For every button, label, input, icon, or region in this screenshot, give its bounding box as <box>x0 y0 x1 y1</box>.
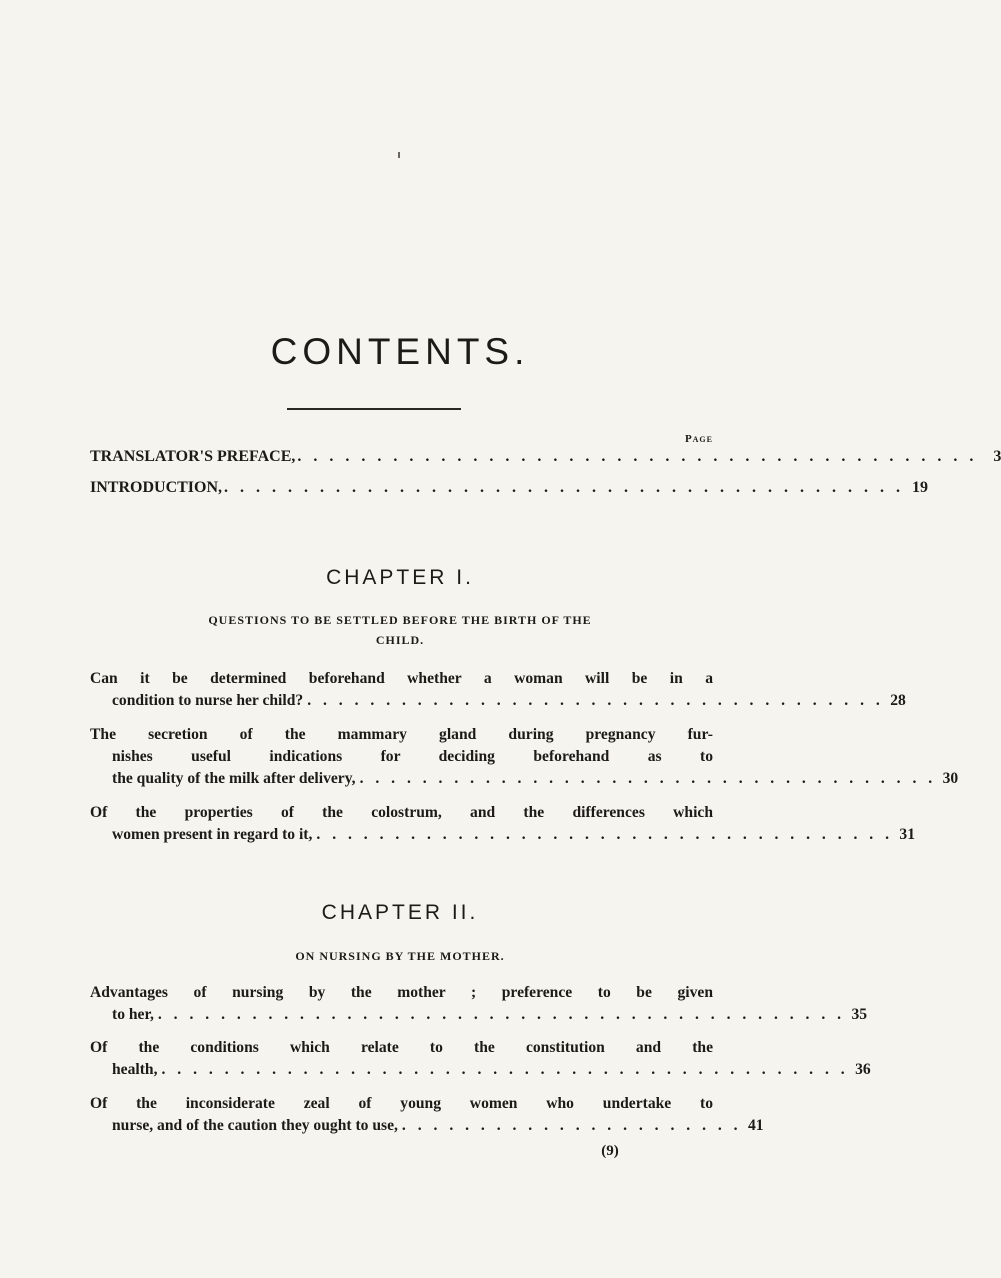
toc-item-text: Advantages of nursing by the mother ; preference to be given <box>90 984 713 1001</box>
toc-item-page: 31 <box>899 826 915 843</box>
toc-item-last-line <box>90 768 959 790</box>
page-folio: (9) <box>601 1143 619 1159</box>
dot-leader: . . . . . . . . . . . . . . . . . . . . . . . . . . . . . . . . . . . . . <box>316 826 893 843</box>
chapter-2-subtitle: ON NURSING BY THE MOTHER. <box>295 949 505 963</box>
chapter-1-heading: CHAPTER I. <box>326 566 474 589</box>
toc-item-text: health, <box>112 1061 158 1078</box>
chapter-1-subtitle-line: CHILD. <box>375 633 425 647</box>
toc-item-last-line <box>90 690 906 712</box>
toc-item-text: Of the inconsiderate zeal of young women who undertake to <box>90 1095 713 1112</box>
dot-leader: . . . . . . . . . . . . . . . . . . . . . . . . . . . . . . . . . . . . . . . . . . . . <box>157 1006 846 1023</box>
toc-item-last-line <box>90 1059 871 1081</box>
toc-item-text: women present in regard to it, <box>112 826 313 843</box>
toc-item-text: condition to nurse her child? <box>112 692 304 709</box>
dot-leader: . . . . . . . . . . . . . . . . . . . . . . . . . . . . . . . . . . . . . . . . . . . . <box>161 1061 849 1078</box>
toc-entry-page: 19 <box>912 479 929 496</box>
toc-item <box>90 1037 871 1081</box>
dot-leader: . . . . . . . . . . . . . . . . . . . . . . . . . . . . . . . . . . . . . <box>359 770 937 787</box>
title-rule <box>287 408 461 410</box>
toc-item <box>90 1093 764 1137</box>
page-column-heading: Page <box>684 433 713 445</box>
dot-leader: . . . . . . . . . . . . . . . . . . . . . . <box>401 1117 742 1134</box>
dot-leader: . . . . . . . . . . . . . . . . . . . . . . . . . . . . . . . . . . . . . . . . . . . <box>224 479 905 496</box>
toc-item-text: nishes useful indications for deciding beforehand as to <box>112 748 713 765</box>
toc-item-page: 35 <box>851 1006 868 1023</box>
toc-item-text: nurse, and of the caution they ought to use, <box>112 1117 398 1134</box>
toc-item <box>90 802 915 846</box>
toc-entry-introduction <box>90 475 929 501</box>
ink-speck <box>398 152 400 158</box>
chapter-2-heading: CHAPTER II. <box>321 901 479 924</box>
toc-item-last-line <box>90 1004 868 1026</box>
toc-entry-label: TRANSLATOR'S PREFACE, <box>90 448 296 465</box>
toc-item-page: 28 <box>890 692 906 709</box>
toc-item-text: Can it be determined beforehand whether a woman will be in a <box>90 670 713 687</box>
toc-item-page: 30 <box>942 770 959 787</box>
dot-leader: . . . . . . . . . . . . . . . . . . . . . . . . . . . . . . . . . . . . . . . . . . . <box>297 448 978 465</box>
toc-item <box>90 724 959 790</box>
chapter-1-subtitle-line: QUESTIONS TO BE SETTLED BEFORE THE BIRTH OF THE <box>208 613 592 627</box>
toc-entry-label: INTRODUCTION, <box>90 479 223 496</box>
page-title: CONTENTS. <box>270 331 530 372</box>
chapter-1-subtitle <box>0 610 800 650</box>
toc-item-text: The secretion of the mammary gland during pregnancy fur- <box>90 726 713 743</box>
toc-item-text: Of the properties of the colostrum, and the differences which <box>90 804 713 821</box>
toc-item-text: Of the conditions which relate to the constitution and the <box>90 1039 713 1056</box>
toc-item-last-line <box>90 824 915 846</box>
toc-item-page: 36 <box>855 1061 871 1078</box>
toc-item-page: 41 <box>747 1117 764 1134</box>
dot-leader: . . . . . . . . . . . . . . . . . . . . . . . . . . . . . . . . . . . . . <box>307 692 884 709</box>
toc-entry-page: 3 <box>993 448 1001 465</box>
toc-item-last-line <box>90 1115 764 1137</box>
toc-item <box>90 982 868 1026</box>
toc-item <box>90 668 906 712</box>
toc-entry-preface <box>90 444 1001 470</box>
toc-item-text: the quality of the milk after delivery, <box>112 770 356 787</box>
toc-item-text: to her, <box>112 1006 154 1023</box>
